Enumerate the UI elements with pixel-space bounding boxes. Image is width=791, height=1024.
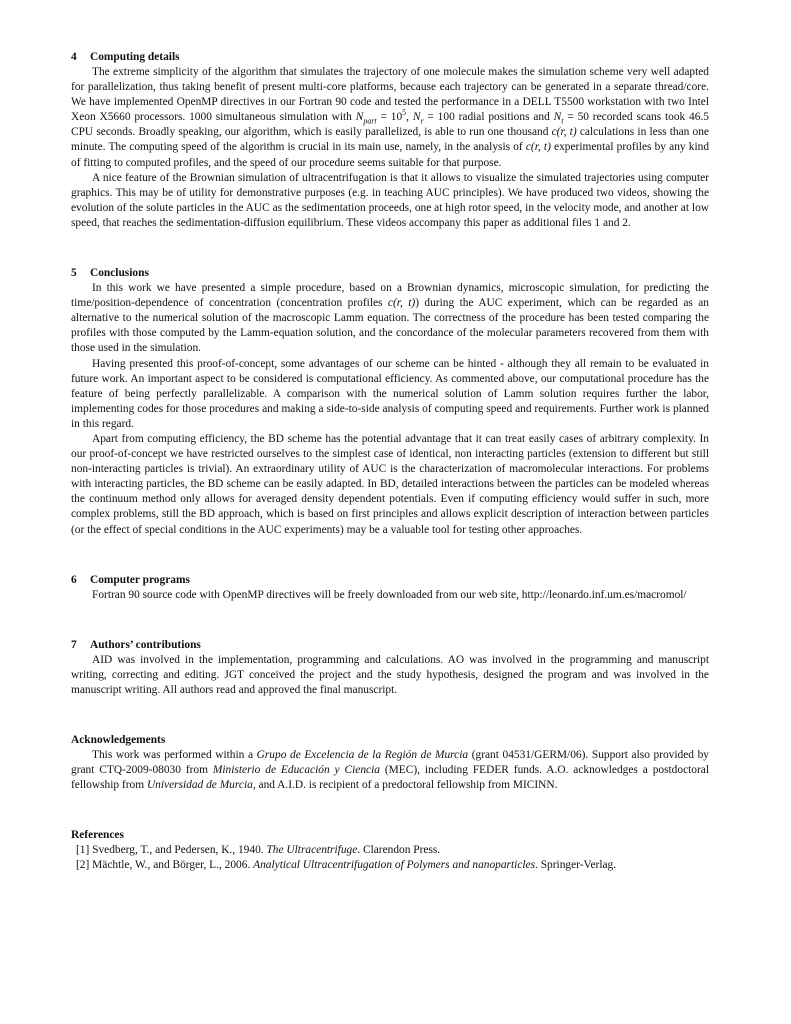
section-references: [71, 828, 709, 873]
paragraph: In this work we have presented a simple procedure, based on a Brownian dynamics, microscopic simulation, for predicting the time/position-dependence of concentration (concentration profiles c(r, t)) during the AUC experiment, which can be regarded as an alternative to the numerical solution of the macroscopic Lamm equation. The correctness of the procedure has been tested comparing the profiles with those computed by the Lamm-equation solution, and the concordance of the molecular parameters recovered from them with those used in the simulation.: [71, 282, 709, 355]
section-title: Conclusions: [90, 267, 149, 280]
paragraph: This work was performed within a Grupo de Excelencia de la Región de Murcia (grant 04531/GERM/06). Support also provided by grant CTQ-2009-08030 from Ministerio de Educación y Ciencia (MEC), including FEDER funds. A.O. acknowledges a postdoctoral fellowship from Universidad de Murcia, and A.I.D. is recipient of a predoctoral fellowship from MICINN.: [71, 749, 709, 792]
section-title: Acknowledgements: [71, 734, 166, 746]
section-title: Computer programs: [90, 573, 190, 586]
section-computer-programs: [71, 573, 709, 603]
section-number: 7: [71, 638, 77, 651]
paper-page: [71, 50, 709, 873]
section-title: References: [71, 829, 124, 842]
paragraph: The extreme simplicity of the algorithm that simulates the trajectory of one molecule makes the simulation scheme very well adapted for parallelization, thus taking benefit of present multi-core platforms, because each trajectory can be generated in a separate thread/core. We have implemented OpenMP directives in our Fortran 90 code and tested the performance in a DELL T5500 workstation with two Intel Xeon X5660 processors. 1000 simultaneous simulation with $N_{part} = 10^5$, $N_r = 100$ radial positions and $N_t = 50$ recorded scans took 46.5 CPU seconds. Broadly speaking, our algorithm, which is easily parallelized, is able to run one thousand c(r, t) calculations in less than one minute. The computing speed of the algorithm is crucial in its main use, namely, in the analysis of c(r, t) experimental profiles by any kind of fitting to computed profiles, and the speed of our procedure seems suitable for that purpose.: [71, 66, 710, 169]
section-title: Authors’ contributions: [90, 638, 201, 651]
section-acknowledgements: [71, 733, 709, 793]
section-heading: [71, 573, 709, 588]
section-number: 5: [71, 267, 77, 280]
paragraph: A nice feature of the Brownian simulation of ultracentrifugation is that it allows to visualize the simulated trajectories using computer graphics. This may be of utility for demonstrative purposes (e.g. in teaching AUC principles). We have produced two videos, showing the evolution of the solute particles in the AUC as the sedimentation proceeds, one at high rotor speed, in the velocity mode, and another at low speed, that reaches the sedimentation-diffusion equilibrium. These videos accompany this paper as additional files 1 and 2.: [71, 171, 709, 229]
section-heading: [71, 266, 709, 281]
section-authors-contributions: [71, 638, 709, 698]
section-heading: [71, 638, 709, 653]
section-conclusions: [71, 266, 709, 538]
reference-item: [2] Mächtle, W., and Börger, L., 2006. Analytical Ultracentrifugation of Polymers and nanoparticles. Springer-Verlag.: [76, 859, 617, 872]
paragraph: Apart from computing efficiency, the BD scheme has the potential advantage that it can treat easily cases of arbitrary complexity. In our proof-of-concept we have restricted ourselves to the simplest case of identical, non interacting particles (extension to different but still non-interacting particles is trivial). An extraordinary utility of AUC is the characterization of macromolecular interactions. For problems with interacting particles, the BD scheme can be easily adapted. In BD, detailed interactions between the particles can be modeled whereas the continuum method only allows for averaged density dependent potentials. Even if computing efficiency would suffer in such, more complex problems, still the BD approach, which is based on first principles and allows explicit description of interaction between particles (or the effect of special conditions in the AUC experiments) may be a valuable tool for testing other approaches.: [71, 432, 709, 536]
section-computing-details: [71, 50, 709, 231]
paragraph: Fortran 90 source code with OpenMP directives will be freely downloaded from our web site, http://leonardo.inf.um.es/macromol/: [92, 588, 687, 601]
section-title: Computing details: [90, 51, 180, 63]
reference-item: [1] Svedberg, T., and Pedersen, K., 1940. The Ultracentrifuge. Clarendon Press.: [76, 844, 441, 857]
section-number: 4: [71, 51, 77, 63]
paragraph: Having presented this proof-of-concept, some advantages of our scheme can be hinted - although they all remain to be evaluated in future work. An important aspect to be considered is computational efficiency. As commented above, our computational procedure has the feature of being perfectly parallelizable. A comparison with the numerical solution of Lamm solution requires further the labor, implementing codes for those procedures and making a side-to-side analysis of computing speed and requirements. Further work is planned in this regard.: [71, 357, 709, 430]
paragraph: AID was involved in the implementation, programming and calculations. AO was involved in the programming and manuscript writing, correcting and editing. JGT conceived the project and the study hypothesis, designed the program and was involved in the manuscript writing. All authors read and approved the final manuscript.: [71, 653, 709, 696]
reference-list: [71, 843, 709, 873]
section-number: 6: [71, 573, 77, 586]
section-heading: [71, 50, 709, 65]
